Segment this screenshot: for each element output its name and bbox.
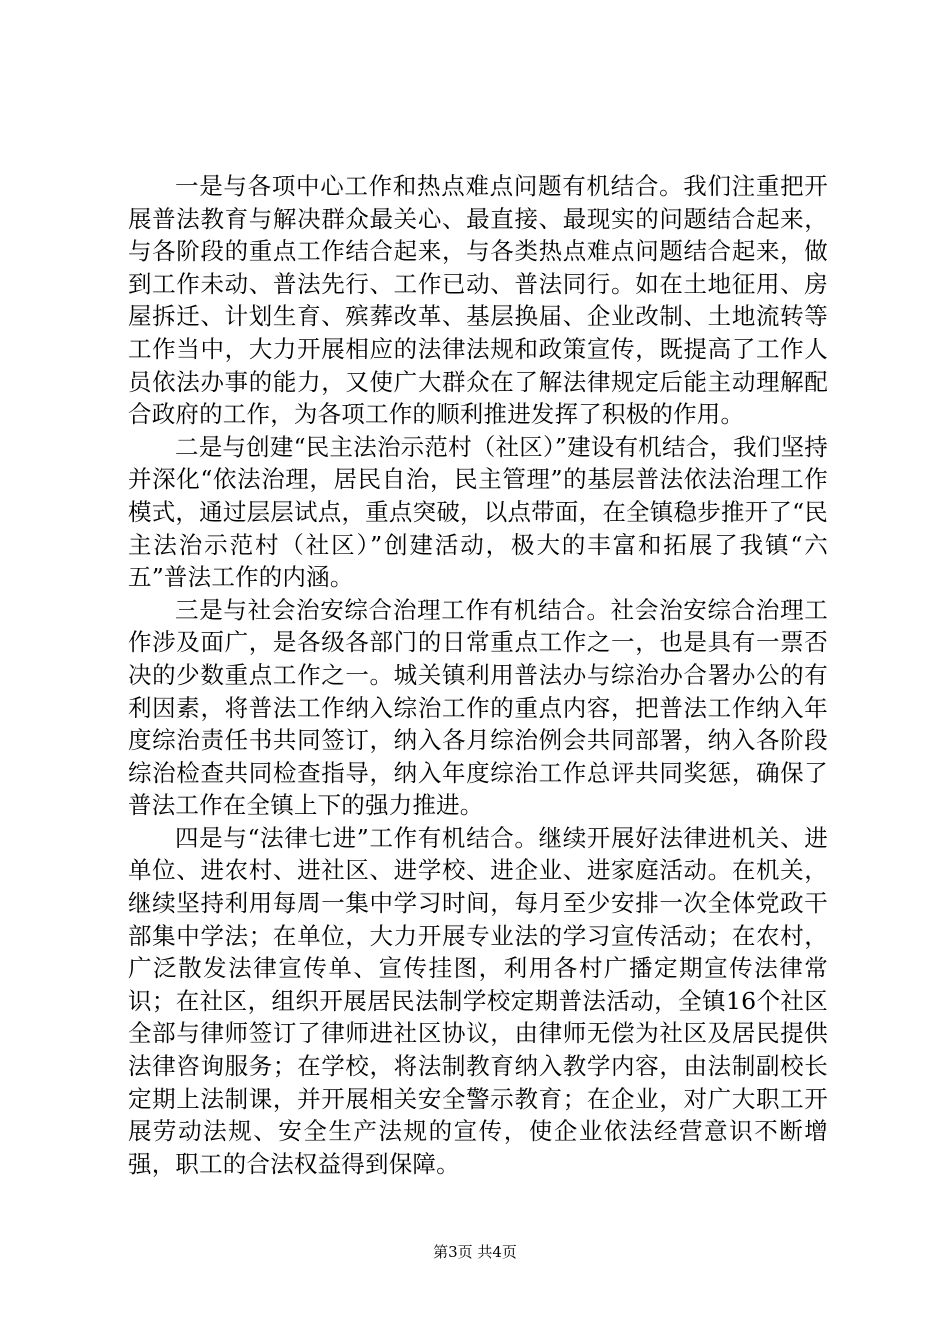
paragraph-3: 三是与社会治安综合治理工作有机结合。社会治安综合治理工作涉及面广，是各级各部门的日常重点工作之一，也是具有一票否决的少数重点工作之一。城关镇利用普法办与综治办合署办公的有利因素，将普法工作纳入综治工作的重点内容，把普法工作纳入年度综治责任书共同签订，纳入各月综治例会共同部署，纳入各阶段综治检查共同检查指导，纳入年度综治工作总评共同奖惩，确保了普法工作在全镇上下的强力推进。 xyxy=(128,595,828,820)
paragraph-4: 四是与“法律七进”工作有机结合。继续开展好法律进机关、进单位、进农村、进社区、进学校、进企业、进家庭活动。在机关，继续坚持利用每周一集中学习时间，每月至少安排一次全体党政干部集中学法；在单位，大力开展专业法的学习宣传活动；在农村，广泛散发法律宣传单、宣传挂图，利用各村广播定期宣传法律常识；在社区，组织开展居民法制学校定期普法活动，全镇16个社区全部与律师签订了律师进社区协议，由律师无偿为社区及居民提供法律咨询服务；在学校，将法制教育纳入教学内容，由法制副校长定期上法制课，并开展相关安全警示教育；在企业，对广大职工开展劳动法规、安全生产法规的宣传，使企业依法经营意识不断增强，职工的合法权益得到保障。 xyxy=(128,823,828,1178)
paragraph-1: 一是与各项中心工作和热点难点问题有机结合。我们注重把开展普法教育与解决群众最关心、最直接、最现实的问题结合起来，与各阶段的重点工作结合起来，与各类热点难点问题结合起来，做到工作未动、普法先行、工作已动、普法同行。如在土地征用、房屋拆迁、计划生育、殡葬改革、基层换届、企业改制、土地流转等工作当中，大力开展相应的法律法规和政策宣传，既提高了工作人员依法办事的能力，又使广大群众在了解法律规定后能主动理解配合政府的工作，为各项工作的顺利推进发挥了积极的作用。 xyxy=(128,172,828,429)
paragraph-2: 二是与创建“民主法治示范村（社区）”建设有机结合，我们坚持并深化“依法治理，居民自治，民主管理”的基层普法依法治理工作模式，通过层层试点，重点突破，以点带面，在全镇稳步推开了“民主法治示范村（社区）”创建活动，极大的丰富和拓展了我镇“六五”普法工作的内涵。 xyxy=(128,432,828,592)
page-number-footer: 第3页 共4页 xyxy=(433,1243,517,1261)
document-body xyxy=(128,170,828,1180)
